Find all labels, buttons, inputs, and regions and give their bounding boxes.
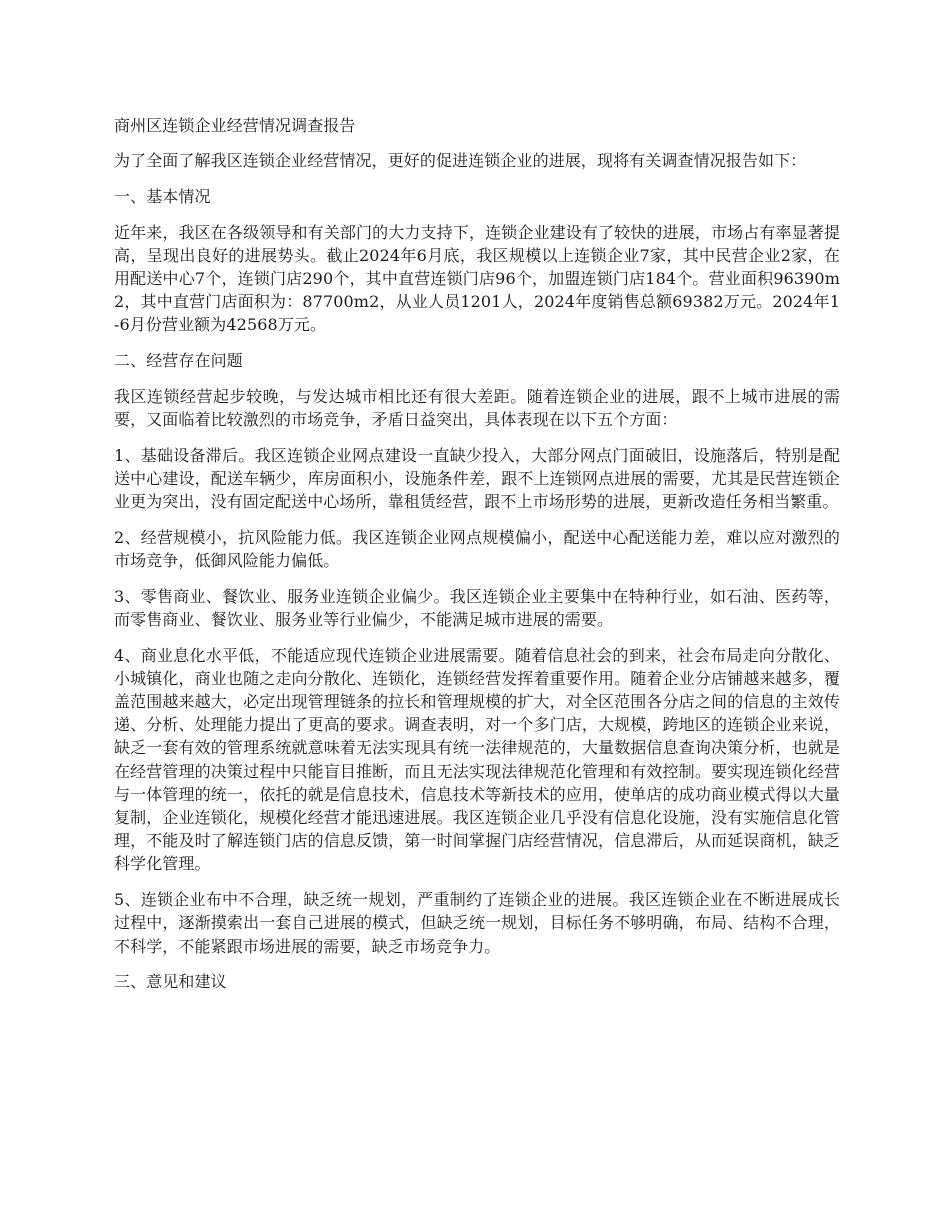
document-page bbox=[114, 114, 840, 1006]
issue-5-paragraph: 5、连锁企业布中不合理，缺乏统一规划，严重制约了连锁企业的进展。我区连锁企业在不断进展成长过程中，逐渐摸索出一套自己进展的模式，但缺乏统一规划，目标任务不够明确，布局、结构不合理，不科学，不能紧跟市场进展的需要，缺乏市场竞争力。 bbox=[114, 890, 840, 956]
document-title: 商州区连锁企业经营情况调查报告 bbox=[114, 116, 356, 135]
issue-2-paragraph: 2、经营规模小，抗风险能力低。我区连锁企业网点规模偏小，配送中心配送能力差，难以应对激烈的市场竞争，低御风险能力偏低。 bbox=[114, 527, 840, 571]
issue-3-paragraph: 3、零售商业、餐饮业、服务业连锁企业偏少。我区连锁企业主要集中在特种行业，如石油、医药等，而零售商业、餐饮业、服务业等行业偏少，不能满足城市进展的需要。 bbox=[114, 586, 840, 629]
section-heading-suggestions: 三、意见和建议 bbox=[114, 972, 227, 992]
issue-1-paragraph: 1、基础设备滞后。我区连锁企业网点建设一直缺少投入，大部分网点门面破旧，设施落后，特别是配送中心建设，配送车辆少，库房面积小，设施条件差，跟不上连锁网点进展的需要，尤其是民营连锁企业更为突出，没有固定配送中心场所，靠租赁经营，跟不上市场形势的进展，更新改造任务相当繁重。 bbox=[114, 445, 840, 512]
section-heading-basic-situation: 一、基本情况 bbox=[114, 186, 211, 206]
intro-paragraph: 为了全面了解我区连锁企业经营情况，更好的促进连锁企业的进展，现将有关调查情况报告如下： bbox=[114, 151, 807, 171]
issue-4-paragraph: 4、商业息化水平低，不能适应现代连锁企业进展需要。随着信息社会的到来，社会布局走向分散化、小城镇化，商业也随之走向分散化、连锁化，连锁经营发挥着重要作用。随着企业分店铺越来越多，覆盖范围越来越大，必定出现管理链条的拉长和管理规模的扩大，对全区范围各分店之间的信息的主效传递、分析、处理能力提出了更高的要求。调查表明，对一个多门店，大规模，跨地区的连锁企业来说，缺乏一套有效的管理系统就意味着无法实现具有统一法律规范的，大量数据信息查询决策分析，也就是在经营管理的决策过程中只能盲目推断，而且无法实现法律规范化管理和有效控制。要实现连锁化经营与一体管理的统一，依托的就是信息技术，信息技术等新技术的应用，使单店的成功商业模式得以大量复制，企业连锁化，规模化经营才能迅速进展。我区连锁企业几乎没有信息化设施，没有实施信息化管理，不能及时了解连锁门店的信息反馈，第一时间掌握门店经营情况，信息滞后，从而延误商机，缺乏科学化管理。 bbox=[114, 645, 840, 874]
problems-intro-paragraph: 我区连锁经营起步较晚，与发达城市相比还有很大差距。随着连锁企业的进展，跟不上城市进展的需要，又面临着比较激烈的市场竞争，矛盾日益突出，具体表现在以下五个方面： bbox=[114, 386, 840, 430]
basic-situation-paragraph: 近年来，我区在各级领导和有关部门的大力支持下，连锁企业建设有了较快的进展，市场占有率显著提高，呈现出良好的进展势头。截止2024年6月底，我区规模以上连锁企业7家，其中民营企业2家，在用配送中心7个，连锁门店290个，其中直营连锁门店96个，加盟连锁门店184个。营业面积96390m2，其中直营门店面积为：87700m2，从业人员1201人，2024年度销售总额69382万元。2024年1-6月份营业额为42568万元。 bbox=[114, 222, 840, 335]
section-heading-problems: 二、经营存在问题 bbox=[114, 351, 243, 371]
